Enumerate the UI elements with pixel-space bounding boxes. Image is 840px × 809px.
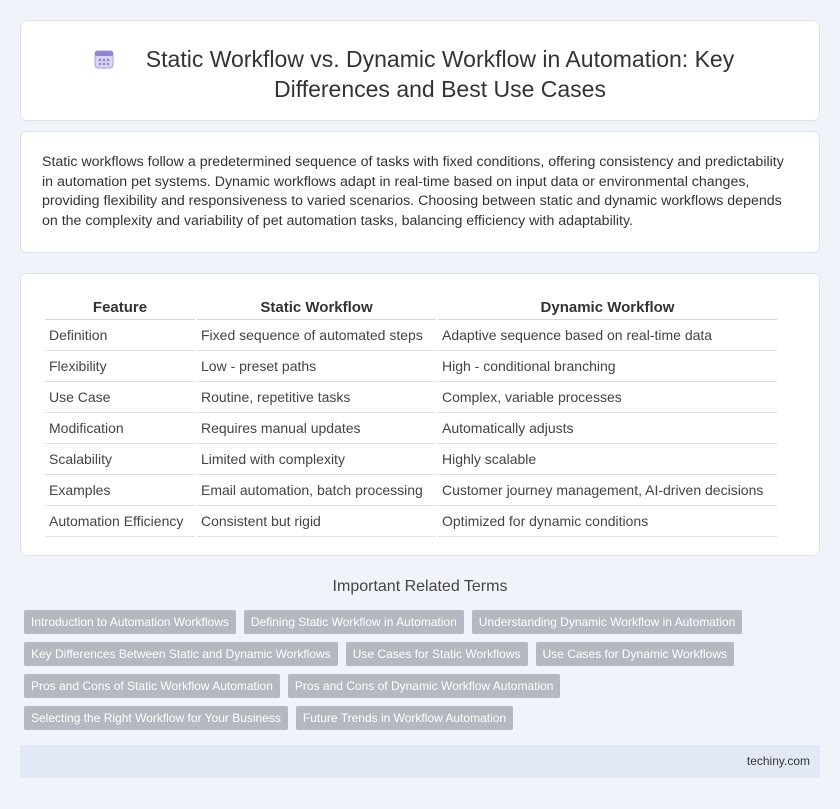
comparison-card [20,273,820,556]
table-header-row [45,296,777,320]
header-static-workflow: Static Workflow [197,296,436,320]
related-term-tag[interactable]: Key Differences Between Static and Dynamic Workflows [24,642,338,666]
dynamic-cell: Optimized for dynamic conditions [438,506,777,537]
feature-cell: Modification [45,413,195,444]
dynamic-cell: Customer journey management, AI-driven decisions [438,475,777,506]
table-row [45,506,777,537]
feature-cell: Examples [45,475,195,506]
related-term-tag[interactable]: Understanding Dynamic Workflow in Automation [472,610,743,634]
page-title: Static Workflow vs. Dynamic Workflow in Automation: Key Differences and Best Use Cases [145,46,735,102]
static-cell: Limited with complexity [197,444,436,475]
related-term-tag[interactable]: Use Cases for Static Workflows [346,642,528,666]
footer-brand[interactable]: techiny.com [746,754,810,768]
feature-cell: Definition [45,320,195,351]
feature-cell: Scalability [45,444,195,475]
title-card [20,20,820,121]
table-row [45,320,777,351]
related-terms-heading: Important Related Terms [332,578,508,595]
static-cell: Fixed sequence of automated steps [197,320,436,351]
intro-paragraph: Static workflows follow a predetermined sequence of tasks with fixed conditions, offering consistency and predictability in automation pet systems. Dynamic workflows adapt in real-time based on input data or environmental changes, providing flexibility and responsiveness to varied scenarios. Choosing between static and dynamic workflows depends on the complexity and variability of pet automation tasks, balancing efficiency with adaptability. [42,154,784,229]
related-term-tag[interactable]: Use Cases for Dynamic Workflows [536,642,735,666]
related-term-tag[interactable]: Pros and Cons of Static Workflow Automation [24,674,280,698]
footer [20,745,820,778]
related-term-tag[interactable]: Defining Static Workflow in Automation [244,610,464,634]
intro-card [20,131,820,253]
related-term-tag[interactable]: Introduction to Automation Workflows [24,610,236,634]
feature-cell: Flexibility [45,351,195,382]
dynamic-cell: Automatically adjusts [438,413,777,444]
related-term-tag[interactable]: Selecting the Right Workflow for Your Business [24,706,288,730]
feature-cell: Automation Efficiency [45,506,195,537]
static-cell: Low - preset paths [197,351,436,382]
table-row [45,444,777,475]
table-row [45,382,777,413]
header-dynamic-workflow: Dynamic Workflow [438,296,777,320]
comparison-table [43,296,779,537]
static-cell: Email automation, batch processing [197,475,436,506]
static-cell: Routine, repetitive tasks [197,382,436,413]
header-feature: Feature [45,296,195,320]
static-cell: Consistent but rigid [197,506,436,537]
table-row [45,475,777,506]
dynamic-cell: Complex, variable processes [438,382,777,413]
related-term-tag[interactable]: Pros and Cons of Dynamic Workflow Automation [288,674,561,698]
related-term-tag[interactable]: Future Trends in Workflow Automation [296,706,513,730]
feature-cell: Use Case [45,382,195,413]
table-row [45,351,777,382]
table-row [45,413,777,444]
dynamic-cell: High - conditional branching [438,351,777,382]
dynamic-cell: Adaptive sequence based on real-time data [438,320,777,351]
dynamic-cell: Highly scalable [438,444,777,475]
static-cell: Requires manual updates [197,413,436,444]
related-terms [24,610,824,738]
